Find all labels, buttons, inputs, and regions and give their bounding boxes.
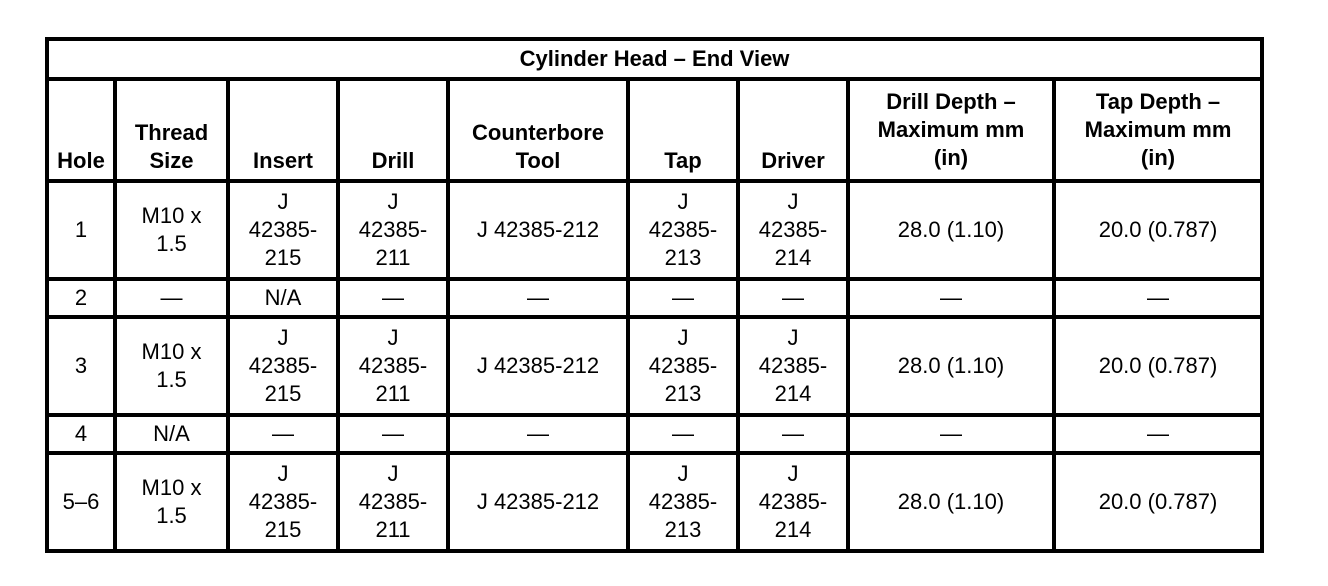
header-driver-line: Driver (761, 148, 825, 173)
table-title-row (47, 39, 1262, 79)
cell-line: J (277, 461, 289, 486)
table-row (47, 317, 1262, 415)
cell-line: 211 (375, 517, 411, 542)
cell-driver: — (738, 415, 848, 453)
cell-line: M10 x (141, 339, 202, 364)
cell-line: 213 (664, 517, 702, 542)
header-tap (628, 79, 738, 181)
cell-tap-depth: 20.0 (0.787) (1054, 317, 1262, 415)
cell-line: 42385- (758, 217, 828, 242)
header-thread-size-line: Thread (134, 120, 209, 145)
cell-line: 42385- (358, 489, 428, 514)
header-tap-depth-line: (in) (1140, 145, 1176, 170)
cell-drill (338, 317, 448, 415)
cell-tap: — (628, 279, 738, 317)
cell-line: 1.5 (156, 367, 187, 392)
cell-line: J (677, 189, 689, 214)
cell-driver (738, 181, 848, 279)
cell-line: 42385- (648, 489, 718, 514)
header-hole (47, 79, 115, 181)
cell-thread-size (115, 317, 228, 415)
cell-line: 42385- (248, 489, 318, 514)
header-counterbore-tool-line: Counterbore (472, 120, 604, 145)
cell-drill-depth: 28.0 (1.10) (848, 181, 1054, 279)
cell-line: 42385- (648, 353, 718, 378)
cell-insert (228, 317, 338, 415)
cell-counterbore-tool: J 42385-212 (448, 181, 628, 279)
header-insert-line: Insert (253, 148, 313, 173)
cell-drill: — (338, 415, 448, 453)
cell-tap-depth: 20.0 (0.787) (1054, 453, 1262, 551)
cell-line: J (787, 325, 799, 350)
cell-line: 42385- (648, 217, 718, 242)
cell-line: 42385- (248, 217, 318, 242)
cell-thread-size (115, 453, 228, 551)
cell-tap (628, 317, 738, 415)
header-thread-size-line: Size (149, 148, 194, 173)
cell-hole: 5–6 (47, 453, 115, 551)
cell-line: 214 (774, 517, 812, 542)
cell-tap-depth: 20.0 (0.787) (1054, 181, 1262, 279)
cell-line: M10 x (141, 475, 202, 500)
cell-line: 214 (774, 245, 812, 270)
cell-line: 215 (264, 245, 302, 270)
table-title: Cylinder Head – End View (47, 39, 1262, 79)
header-tap-depth (1054, 79, 1262, 181)
cell-line: 214 (774, 381, 812, 406)
cell-tap-depth: — (1054, 415, 1262, 453)
header-drill-depth-line: (in) (933, 145, 969, 170)
cell-insert (228, 453, 338, 551)
cell-hole: 2 (47, 279, 115, 317)
header-hole-line: Hole (57, 148, 105, 173)
cell-line: J (277, 189, 289, 214)
table-row (47, 279, 1262, 317)
cell-line: 1.5 (156, 503, 187, 528)
cell-drill: — (338, 279, 448, 317)
cell-drill-depth: — (848, 415, 1054, 453)
cell-tap (628, 181, 738, 279)
header-drill-depth-line: Maximum mm (877, 117, 1025, 142)
header-counterbore-tool-line: Tool (515, 148, 561, 173)
cell-drill (338, 453, 448, 551)
cell-drill-depth: — (848, 279, 1054, 317)
cell-counterbore-tool: J 42385-212 (448, 453, 628, 551)
cell-line: 1.5 (156, 231, 187, 256)
cell-insert: — (228, 415, 338, 453)
cell-counterbore-tool: J 42385-212 (448, 317, 628, 415)
cell-line: J (787, 461, 799, 486)
cylinder-head-table (45, 37, 1264, 553)
cell-driver (738, 317, 848, 415)
cell-drill-depth: 28.0 (1.10) (848, 453, 1054, 551)
table-row (47, 453, 1262, 551)
cell-counterbore-tool: — (448, 279, 628, 317)
cell-line: J (387, 325, 399, 350)
header-thread-size (115, 79, 228, 181)
header-drill-depth-line: Drill Depth – (886, 89, 1016, 114)
header-drill (338, 79, 448, 181)
cell-insert: N/A (228, 279, 338, 317)
header-tap-depth-line: Tap Depth – (1095, 89, 1221, 114)
header-insert (228, 79, 338, 181)
cell-line: J (787, 189, 799, 214)
cell-line: J (677, 461, 689, 486)
cell-line: 215 (264, 517, 302, 542)
cell-line: 42385- (358, 353, 428, 378)
cell-tap: — (628, 415, 738, 453)
cell-line: J (387, 189, 399, 214)
header-tap-depth-line: Maximum mm (1084, 117, 1232, 142)
header-drill-depth (848, 79, 1054, 181)
cell-line: 42385- (758, 489, 828, 514)
cell-line: 211 (375, 381, 411, 406)
cell-line: M10 x (141, 203, 202, 228)
cell-line: 213 (664, 381, 702, 406)
table-row (47, 181, 1262, 279)
cell-line: 42385- (248, 353, 318, 378)
cell-line: 213 (664, 245, 702, 270)
cell-counterbore-tool: — (448, 415, 628, 453)
cell-driver (738, 453, 848, 551)
cell-line: 211 (375, 245, 411, 270)
table-header-row (47, 79, 1262, 181)
cell-thread-size: — (115, 279, 228, 317)
header-driver (738, 79, 848, 181)
cell-tap-depth: — (1054, 279, 1262, 317)
header-counterbore-tool (448, 79, 628, 181)
table-row (47, 415, 1262, 453)
cell-insert (228, 181, 338, 279)
cell-line: 42385- (758, 353, 828, 378)
cell-line: J (677, 325, 689, 350)
cell-drill-depth: 28.0 (1.10) (848, 317, 1054, 415)
cell-line: J (277, 325, 289, 350)
cell-line: J (387, 461, 399, 486)
cell-line: 42385- (358, 217, 428, 242)
header-tap-line: Tap (664, 148, 702, 173)
cell-driver: — (738, 279, 848, 317)
cell-line: 215 (264, 381, 302, 406)
cell-drill (338, 181, 448, 279)
cell-hole: 1 (47, 181, 115, 279)
cell-hole: 3 (47, 317, 115, 415)
cell-thread-size: N/A (115, 415, 228, 453)
header-drill-line: Drill (371, 148, 415, 173)
cell-thread-size (115, 181, 228, 279)
cell-hole: 4 (47, 415, 115, 453)
cell-tap (628, 453, 738, 551)
